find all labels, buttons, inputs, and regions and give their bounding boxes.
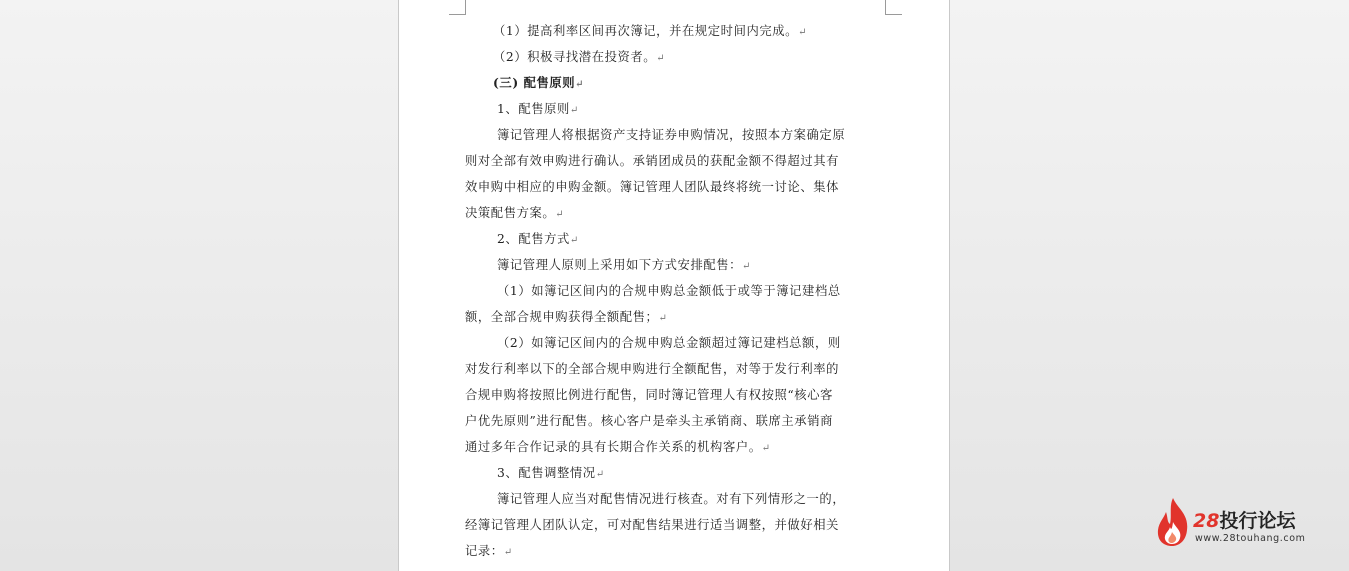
line-text: (三) 配售原则 [493, 75, 576, 90]
watermark-url: www.28touhang.com [1195, 533, 1306, 544]
paragraph-line[interactable] [465, 18, 885, 44]
margin-corner-mark-left [449, 0, 466, 15]
paragraph-line[interactable] [465, 356, 885, 382]
line-text: 簿记管理人将根据资产支持证券申购情况，按照本方案确定原 [497, 128, 846, 142]
line-text: 决策配售方案。 [465, 206, 556, 220]
line-text: 3、配售调整情况 [497, 466, 596, 480]
paragraph-line[interactable] [465, 512, 885, 538]
paragraph-mark-icon: ↵ [569, 105, 579, 116]
line-text: （2）如簿记区间内的合规申购总金额超过簿记建档总额，则 [497, 336, 841, 350]
line-text: 合规申购将按照比例进行配售，同时簿记管理人有权按照“核心客 [465, 388, 834, 402]
paragraph-line[interactable] [465, 200, 885, 226]
paragraph-line[interactable] [465, 486, 885, 512]
paragraph-line[interactable] [465, 304, 885, 330]
watermark-name: 投行论坛 [1219, 510, 1296, 532]
flame-icon [1155, 496, 1191, 548]
paragraph-line[interactable] [465, 96, 885, 122]
paragraph-mark-icon: ↵ [742, 261, 752, 272]
line-text: 效申购中相应的申购金额。簿记管理人团队最终将统一讨论、集体 [465, 180, 840, 194]
paragraph-mark-icon: ↵ [569, 235, 579, 246]
paragraph-line[interactable] [465, 70, 885, 96]
document-page[interactable] [398, 0, 950, 571]
line-text: （1）如簿记区间内的合规申购总金额低于或等于簿记建档总 [497, 284, 841, 298]
paragraph-mark-icon: ↵ [658, 313, 668, 324]
line-text: 对发行利率以下的全部合规申购进行全额配售，对等于发行利率的 [465, 362, 840, 376]
paragraph-mark-icon: ↵ [798, 27, 808, 38]
paragraph-line[interactable] [465, 174, 885, 200]
paragraph-line[interactable] [465, 252, 885, 278]
paragraph-mark-icon: ↵ [595, 469, 605, 480]
paragraph-line[interactable] [465, 434, 885, 460]
paragraph-mark-icon: ↵ [656, 53, 666, 64]
line-text: 簿记管理人原则上采用如下方式安排配售： [497, 258, 743, 272]
line-text: 簿记管理人应当对配售情况进行核查。对有下列情形之一的， [497, 492, 846, 506]
paragraph-mark-icon: ↵ [575, 79, 585, 90]
line-text: 则对全部有效申购进行确认。承销团成员的获配金额不得超过其有 [465, 154, 840, 168]
line-text: （2）积极寻找潜在投资者。 [493, 50, 657, 64]
paragraph-mark-icon: ↵ [555, 209, 565, 220]
paragraph-line[interactable] [465, 330, 885, 356]
margin-corner-mark-right [885, 0, 902, 15]
paragraph-line[interactable] [465, 226, 885, 252]
line-text: 1、配售原则 [497, 102, 570, 116]
paragraph-line[interactable] [465, 44, 885, 70]
paragraph-mark-icon: ↵ [761, 443, 771, 454]
line-text: 经簿记管理人团队认定，可对配售结果进行适当调整，并做好相关 [465, 518, 840, 532]
paragraph-line[interactable] [465, 382, 885, 408]
paragraph-line[interactable] [465, 122, 885, 148]
line-text: 记录： [465, 544, 504, 558]
line-text: 户优先原则”进行配售。核心客户是牵头主承销商、联席主承销商 [465, 414, 834, 428]
line-text: 额，全部合规申购获得全额配售； [465, 310, 659, 324]
paragraph-line[interactable] [465, 148, 885, 174]
watermark-title [1193, 506, 1295, 533]
line-text: （1）提高利率区间再次簿记，并在规定时间内完成。 [493, 24, 799, 38]
paragraph-mark-icon: ↵ [503, 547, 513, 558]
line-text: 通过多年合作记录的具有长期合作关系的机构客户。 [465, 440, 762, 454]
paragraph-line[interactable] [465, 408, 885, 434]
document-body[interactable] [465, 18, 885, 564]
watermark-logo [1155, 496, 1330, 552]
paragraph-line[interactable] [465, 278, 885, 304]
watermark-number: 28 [1193, 510, 1220, 532]
paragraph-line[interactable] [465, 460, 885, 486]
paragraph-line[interactable] [465, 538, 885, 564]
line-text: 2、配售方式 [497, 232, 570, 246]
